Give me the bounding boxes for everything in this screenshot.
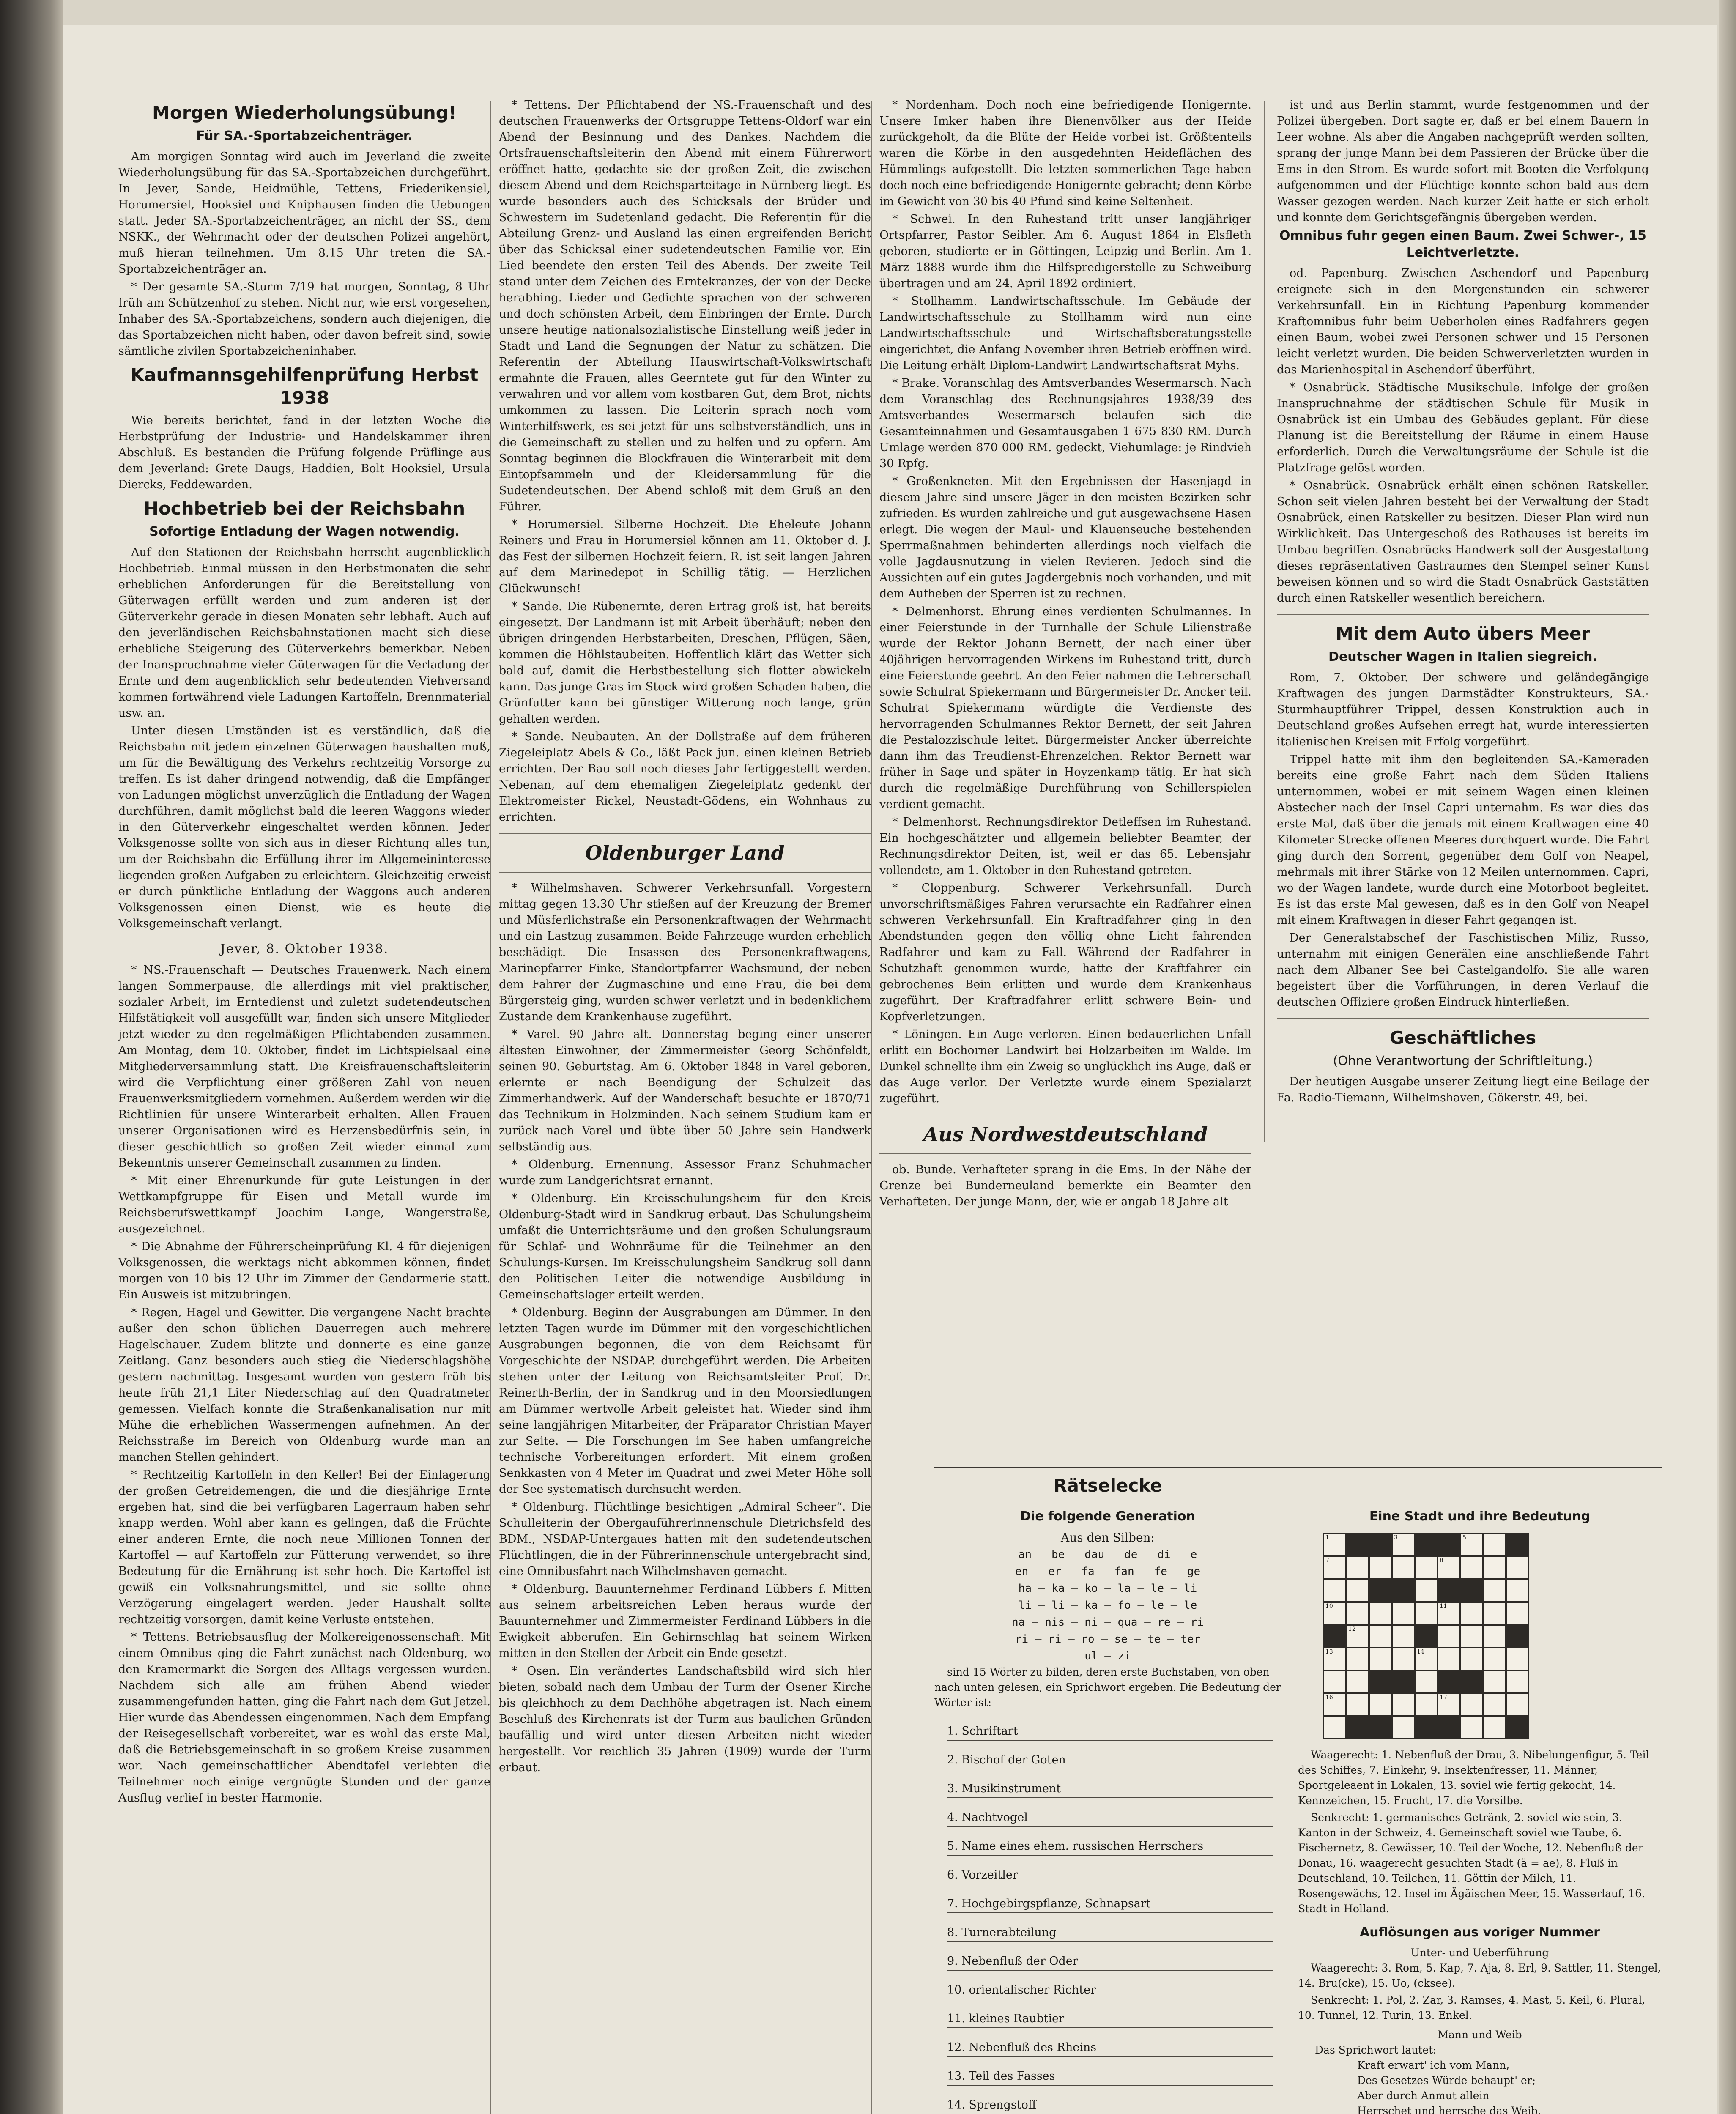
crossword-cell[interactable] [1460,1648,1483,1670]
crossword-cell[interactable] [1346,1579,1369,1602]
crossword-cell[interactable] [1369,1693,1392,1716]
crossword-cell[interactable] [1415,1556,1438,1579]
crossword-cell[interactable] [1392,1648,1415,1670]
crossword-block [1415,1533,1438,1556]
article-text: * Cloppenburg. Schwerer Verkehrsunfall. Durch unvorschriftsmäßiges Fahren verursachte ein Radfahrer einen schweren Verkehrsunfall. Ein Kraftradfahrer ging in den Abendstunden gegen den völlig ohne Licht fahrenden Radfahrer und kam zu Fall. Während der Radfahrer in Schutzhaft genommen wurde, hatte der Kraftfahrer ein gebrochenes Bein erlitten und wurde dem Krankenhaus zugeführt. Der Kraftradfahrer erlitt schwere Bein- und Kopfverletzungen. [879,882,1251,1023]
crossword-block [1369,1579,1392,1602]
article-text: Trippel hatte mit ihm den begleitenden SA.-Kameraden bereits eine große Fahrt nach dem Süden Italiens unternommen, wobei er mit seinem Wagen einen kleinen Abstecher nach der Insel Capri unternahm. Es war dies das erste Mal, daß über die jemals mit einem Kraftwagen eine 40 Kilometer Strecke offenen Meeres durchquert wurde. Die Fahrt ging durch den Sorrent, gegenüber dem Golf von Neapel, mehrmals mit ihrer Stärke von 12 Meilen unternommen. Capri, wo der Wagen landete, wurde durch eine Motorboot begleitet. Es ist das erste Mal gewesen, daß es in den Golf von Neapel mit einem Kraftwagen in dieser Fahrt gegangen ist. [1277,753,1649,927]
subhead: Sofortige Entladung der Wagen notwendig. [149,524,460,539]
proverb-line: Kraft erwart' ich vom Mann, [1357,2059,1510,2071]
article-text: * Nordenham. Doch noch eine befriedigende Honigernte. Unsere Imker haben ihre Bienenvölker aus der Heide zurückgeholt, da die Blüte der Heide vorbei ist. Größtenteils waren die Körbe in den ausgedehnten Heideflächen des Hümmlings aufgestellt. Die letzten sommerlichen Tage haben doch noch eine befriedigende Honigernte gebracht; denn Körbe im Gewicht von 30 bis 40 Pfund sind keine Seltenheit. [879,99,1251,208]
article-text: Unter diesen Umständen ist es verständlich, daß die Reichsbahn mit jedem einzelnen Güterwagen haushalten muß, um für die Bewältigung des Verkehrs rechtzeitig Vorsorge zu treffen. Es ist daher dringend notwendig, daß die Empfänger von Ladungen möglichst unverzüglich die Entladung der Wagen durchführen, damit möglichst bald die leeren Waggons wieder in den Güterverkehr eingeschaltet werden können. Jeder Volksgenosse sollte von sich aus in dieser Richtung alles tun, um der Reichsbahn die Erfüllung ihrer im Allgemeininteresse liegenden großen Aufgaben zu erleichtern. Gleichzeitig erweist er durch pünktliche Entladung der Waggons auch anderen Volksgenossen einen Dienst, wie es heute die Volksgemeinschaft verlangt. [118,724,490,930]
article-text: * Brake. Voranschlag des Amtsverbandes Wesermarsch. Nach dem Voranschlag des Rechnungsjahres 1938/39 des Amtsverbandes Wesermarsch belaufen sich die Gesamteinnahmen und Gesamtausgaben 1 675 830 RM. Durch Umlage werden 870 000 RM. gedeckt, Viehumlage: je Rindvieh 30 Rpfg. [879,377,1251,470]
article-text: ist und aus Berlin stammt, wurde festgenommen und der Polizei übergeben. Dort sagte er, daß er bei einem Bauern in Leer wohne. Als aber die Angaben nachgeprüft werden sollten, sprang der junge Mann bei dem Passieren der Brücke über die Ems in den Strom. Es wurde sofort mit Booten die Verfolgung aufgenommen und der Flüchtige konnte schon bald aus dem Wasser gezogen werden. Nach kurzer Zeit hatte er sich erholt und konnte dem Gerichtsgefängnis übergeben werden. [1277,99,1649,224]
crossword-cell[interactable] [1392,1693,1415,1716]
subhead: Für SA.-Sportabzeichenträger. [196,129,413,143]
section-heading-oldenburger-land: Oldenburger Land [585,841,785,864]
article-text: * Osnabrück. Städtische Musikschule. Infolge der großen Inanspruchnahme der städtischen Schule für Musik in Osnabrück ist ein Umbau des Gebäudes geplant. Für diese Planung ist die Bereitstellung der Räume in einem Hause erforderlich. Durch die Verwaltungsräume der Schule ist die Platzfrage gelöst worden. [1277,381,1649,474]
crossword-block [1438,1579,1460,1602]
crossword-cell[interactable] [1346,1625,1369,1648]
section-divider [1277,1018,1649,1019]
crossword-cell[interactable] [1369,1648,1392,1670]
puzzle-title: Rätselecke [1053,1475,1162,1496]
clue-label: 2. Bischof der Goten [947,1753,1066,1766]
syllable-list [934,1546,1281,1665]
crossword-block [1346,1716,1369,1739]
crossword-block [1460,1670,1483,1693]
answer-line[interactable] [947,1942,1273,1971]
cell-number: 14 [1417,1648,1424,1655]
crossword-cell[interactable] [1415,1693,1438,1716]
section-divider [879,1153,1251,1154]
crossword-cell[interactable] [1460,1602,1483,1625]
headline-reichsbahn: Hochbetrieb bei der Reichsbahn [143,498,465,519]
crossword-cell[interactable] [1483,1693,1506,1716]
cell-number: 1 [1325,1534,1329,1541]
answer-line[interactable] [947,1769,1273,1798]
article-text: od. Papenburg. Zwischen Aschendorf und Papenburg ereignete sich in den Morgenstunden ein schwerer Verkehrsunfall. Ein in Richtung Papenburg kommender Kraftomnibus fuhr beim Ueberholen eines Radfahrers gegen einen Baum, wobei zwei Personen schwer und 15 Personen leicht verletzt wurden. Die beiden Schwerverletzten wurden in das Marienhospital in Aschendorf überführt. [1277,267,1649,376]
crossword-block [1346,1533,1369,1556]
crossword-cell[interactable] [1415,1670,1438,1693]
column-4 [1277,97,1649,1442]
article-text: * NS.-Frauenschaft — Deutsches Frauenwerk. Nach einem langen Sommerpause, die allerdings mit viel praktischer, sozialer Arbeit, im Erntedienst und zuletzt sudetendeutschen Hilfstätigkeit voll ausgefüllt war, finden sich unsere Mitglieder jetzt wieder zu den regelmäßigen Pflichtabenden zusammen. Am Montag, dem 10. Oktober, findet im Lichtspielsaal eine Mitgliederversammlung statt. Die Kreisfrauenschaftsleiterin wird die Verpflichtung einer größeren Zahl von neuen Frauenwerksmitgliedern vornehmen. Außerdem werden wir die Richtlinien für unsere Winterarbeit erhalten. Allen Frauen unserer Organisationen wird es Herzensbedürfnis sein, in dieser geschichtlich so großen Zeit wieder einmal zum Bekenntnis unserer Gemeinschaft zusammen zu finden. [118,964,490,1169]
crossword-cell[interactable] [1460,1533,1483,1556]
subhead: (Ohne Verantwortung der Schriftleitung.) [1333,1054,1593,1068]
section-heading-nordwestdeutschland: Aus Nordwestdeutschland [923,1123,1208,1146]
article-text: Auf den Stationen der Reichsbahn herrscht augenblicklich Hochbetrieb. Einmal müssen in den Herbstmonaten die sehr erheblichen Anforderungen für die Bereitstellung von Güterwagen erfüllt werden und zum anderen ist der Güterverkehr gerade in diesen Monaten sehr lebhaft. Auch auf den jeverländischen Reichsbahnstationen macht sich diese erhebliche Steigerung des Güterverkehrs bemerkbar. Neben der Inanspruchnahme vieler Güterwagen für die Verladung der Ernte und dem augenblicklich sehr bedeutenden Viehversand kommen fortwährend viele Ladungen Kartoffeln, Brennmaterial usw. an. [118,546,490,720]
article-text: * Großenkneten. Mit den Ergebnissen der Hasenjagd in diesem Jahre sind unsere Jäger in den meisten Bezirken sehr zufrieden. Es wurden zahlreiche und gut ausgewachsene Hasen erlegt. Die wegen der Maul- und Klauenseuche bestehenden Sperrmaßnahmen behinderten allerdings noch vielfach die volle Jagdausnutzung in vielen Revieren. Jedoch sind die Aussichten auf ein gutes Jagdergebnis noch vorhanden, und mit dem Aufheben der Sperren ist zu rechnen. [879,475,1251,600]
cell-number: 11 [1440,1603,1447,1610]
article-text: * Varel. 90 Jahre alt. Donnerstag beging einer unserer ältesten Einwohner, der Zimmermeister Georg Schönfeldt, seinen 90. Geburtstag. Am 6. Oktober 1848 in Varel geboren, erlernte er nach Beendigung der Schulzeit das Zimmerhandwerk. Auf der Wanderschaft besuchte er 1870/71 das Technikum in Holzminden. Nach seinem Studium kam er zurück nach Varel und übte über 50 Jahre sein Handwerk selbständig aus. [499,1028,871,1153]
crossword-cell[interactable] [1369,1625,1392,1648]
crossword-cell[interactable] [1438,1556,1460,1579]
column-rule [1264,101,1265,1142]
clue-label: 6. Vorzeitler [947,1868,1018,1881]
clue-label: 1. Schriftart [947,1725,1018,1738]
cell-number: 3 [1394,1534,1398,1541]
article-text: * Tettens. Der Pflichtabend der NS.-Frauenschaft und des deutschen Frauenwerks der Ortsgruppe Tettens-Oldorf war ein Abend der Besinnung und des Dankes. Nachdem die Ortsfrauenschaftsleiterin den Abend mit einem Führerwort eröffnet hatte, gedachte sie der großen Zeit, die zwischen diesem Abend und dem Reichsparteitage in Nürnberg liegt. Es wurde besonders auch des Schicksals der Brüder und Schwestern im Sudetenland gedacht. Die Referentin für die Abteilung Grenz- und Ausland las einen ergreifenden Bericht über das Schicksal einer sudetendeutschen Familie vor. Ein Lied beendete den ersten Teil des Abends. Der zweite Teil stand unter dem Zeichen des Erntekranzes, der von der Decke herabhing. Lieder und Gedichte sprachen von der schweren und doch schönsten Arbeit, dem Einbringen der Ernte. Durch unsere heutige nationalsozialistische Einstellung weiß jeder in Stadt und Land die Segnungen der Natur zu schätzen. Die Referentin der Abteilung Hauswirtschaft-Volkswirtschaft ermahnte die Frauen, alles Geerntete gut für den Winter zu verwahren und vor allem vom kostbaren Gut, dem Brot, nichts umkommen zu lassen. Die Leiterin sprach noch vom Winterhilfswerk, es sei jetzt für uns selbstverständlich, uns in die Gemeinschaft zu stellen und zu helfen und zu opfern. Am Sonntag beginnen die Blockfrauen die Winterarbeit mit dem Eintopfsammeln und der Kleidersammlung für die Sudetendeutschen. Der Abend schloß mit dem Gruß an den Führer. [499,99,871,513]
crossword-cell[interactable] [1483,1602,1506,1625]
crossword-block [1415,1625,1438,1648]
crossword-cell[interactable] [1483,1648,1506,1670]
proverb-subtitle: Das Sprichwort lautet: [1315,2044,1437,2056]
crossword-cell[interactable] [1460,1716,1483,1739]
syllable-row: ha — ka — ko — la — le — li [1018,1582,1197,1595]
answer-line[interactable] [947,2028,1273,2057]
clue-label: 13. Teil des Fasses [947,2070,1055,2083]
clue-label: 14. Sprengstoff [947,2098,1037,2111]
crossword-cell[interactable] [1323,1716,1346,1739]
answer-line[interactable] [947,1884,1273,1913]
crossword-block [1369,1670,1392,1693]
section-divider [499,872,871,873]
answer-line[interactable] [947,1856,1273,1884]
dateline: Jever, 8. Oktober 1938. [220,942,389,956]
clue-label: 4. Nachtvogel [947,1811,1028,1824]
crossword-cell[interactable] [1392,1602,1415,1625]
cell-number: 13 [1325,1648,1333,1655]
crossword-cell[interactable] [1506,1579,1529,1602]
crossword-cell[interactable] [1392,1716,1415,1739]
article-text: * Delmenhorst. Ehrung eines verdienten Schulmannes. In einer Feierstunde in der Turnhalle der Schule Lilienstraße wurde der Rektor Johann Bernett, der nach einer über 40jährigen hervorragenden Wirkens im Ruhestand tritt, durch eine Feierstunde geehrt. An den Feier nahmen die Lehrerschaft sowie Schulrat Spiekermann und Bürgermeister Dr. Ancker teil. Schulrat Spiekermann würdigte die Verdienste des hervorragenden Schulmannes Rektor Bernett, der seit Jahren die Pestalozzischule leitet. Bürgermeister Ancker überreichte dann ihm das Treudienst-Ehrenzeichen. Rektor Bernett war früher in Sage und später in Hoyzenkamp tätig. Er hat sich durch die regelmäßige Durchführung von Schillerspielen verdient gemacht. [879,605,1251,811]
solutions-subtitle: Unter- und Ueberführung [1410,1947,1549,1959]
puzzle-instruction: Aus den Silben: [1060,1531,1155,1544]
syllable-row: na — nis — ni — qua — re — ri [1012,1616,1204,1629]
clue-label: 7. Hochgebirgspflanze, Schnapsart [947,1897,1151,1910]
cell-number: 17 [1440,1694,1447,1701]
answer-line[interactable] [947,1712,1273,1741]
crossword-cell[interactable] [1483,1716,1506,1739]
crossword-cell[interactable] [1323,1670,1346,1693]
article-text: * Oldenburg. Ernennung. Assessor Franz Schuhmacher wurde zum Landgerichtsrat ernannt. [499,1158,871,1187]
crossword-cell[interactable] [1323,1602,1346,1625]
crossword-cell[interactable] [1506,1602,1529,1625]
crossword-cell[interactable] [1323,1533,1346,1556]
crossword-cell[interactable] [1323,1556,1346,1579]
answer-line[interactable] [947,1999,1273,2028]
syllable-row: en — er — fa — fan — fe — ge [1015,1565,1201,1578]
crossword-cell[interactable] [1415,1648,1438,1670]
crossword-cell[interactable] [1346,1648,1369,1670]
cell-number: 16 [1325,1694,1333,1701]
syllable-row: an — be — dau — de — di — e [1018,1548,1197,1561]
answer-line[interactable] [947,1741,1273,1769]
page-edge [1719,0,1736,2114]
crossword [1298,1506,1662,2114]
answer-line[interactable] [947,1798,1273,1827]
puzzle-instruction: sind 15 Wörter zu bilden, deren erste Buchstaben, von oben nach unten gelesen, ein Sprichwort ergeben. Die Bedeutung der Wörter ist: [934,1666,1281,1709]
article-text: Der Generalstabschef der Faschistischen Miliz, Russo, unternahm mit einigen Generälen eine anschließende Fahrt nach dem Albaner See bei Castelgandolfo. Sie alle waren begeistert über die Vorführungen, in deren Verlauf die deutschen Offiziere großen Eindruck hinterließen. [1277,931,1649,1009]
clue-label: 10. orientalischer Richter [947,1983,1096,1996]
crossword-block [1506,1625,1529,1648]
clue-label: 12. Nebenfluß des Rheins [947,2041,1097,2054]
article-text: Rom, 7. Oktober. Der schwere und geländegängige Kraftwagen des jungen Darmstädter Konstrukteurs, SA.-Sturmhauptführer Trippel, dessen Konstruktion auch in Deutschland großes Aufsehen erregt hat, wurde interessierten italienischen Kreisen mit Erfolg vorgeführt. [1277,671,1649,748]
article-text: * Sande. Die Rübenernte, deren Ertrag groß ist, hat bereits eingesetzt. Der Landmann ist mit Arbeit überhäuft; neben den übrigen dringenden Herbstarbeiten, Dreschen, Pflügen, Säen, kommen die Höhlstaubeiten. Hoffentlich klärt das Wetter sich bald auf, damit die Herbstbestellung sich flotter abwickeln kann. Das junge Gras im Stock wird großen Schaden haben, die Grünfutter kann bei günstiger Witterung noch lange, grün gehalten werden. [499,600,871,726]
column-2 [499,97,871,2114]
cell-number: 5 [1462,1534,1466,1541]
crossword-block [1438,1670,1460,1693]
proverb-lines [1357,2058,1662,2114]
crossword-cell[interactable] [1392,1556,1415,1579]
solution-down: Senkrecht: 1. Pol, 2. Zar, 3. Ramses, 4. Mast, 5. Keil, 6. Plural, 10. Tunnel, 12. Turin, 13. Enkel. [1298,1994,1646,2021]
article-text: * Oldenburg. Flüchtlinge besichtigen „Admiral Scheer“. Die Schulleiterin der Obergauführerinnenschule Dietrichsfeld des BDM., NSDAP-Untergaues hatten mit den sudetendeutschen Flüchtlingen, die in der Führerinnenschule untergebracht sind, eine Omnibusfahrt nach Wilhelmshaven gemacht. [499,1501,871,1578]
crossword-cell[interactable] [1392,1533,1415,1556]
crossword-cell[interactable] [1483,1533,1506,1556]
section-divider [499,833,871,834]
crossword-block [1506,1716,1529,1739]
clue-label: 8. Turnerabteilung [947,1926,1057,1939]
crossword-block [1392,1670,1415,1693]
crossword-cell[interactable] [1369,1602,1392,1625]
column-1 [118,97,490,2114]
answer-line[interactable] [947,1971,1273,1999]
article-text: * Horumersiel. Silberne Hochzeit. Die Eheleute Johann Reiners und Frau in Horumersiel können am 11. Oktober d. J. das Fest der silbernen Hochzeit feiern. R. ist seit langen Jahren auf dem Marinedepot in Schillig tätig. — Herzlichen Glückwunsch! [499,518,871,595]
crossword-cell[interactable] [1415,1579,1438,1602]
column-rule [871,101,872,2114]
crossword-clues-down: Senkrecht: 1. germanisches Getränk, 2. soviel wie sein, 3. Kanton in der Schweiz, 4. Gemeinschaft soviel wie Taube, 6. Fischernetz, 8. Gewässer, 10. Teil der Woche, 12. Nebenfluß der Donau, 16. waagerecht gesuchten Stadt (ä = ae), 8. Fluß in Deutschland, 10. Teilchen, 11. Göttin der Milch, 11. Rosengewächs, 12. Insel im Ägäischen Meer, 15. Wasserlauf, 16. Stadt in Holland. [1298,1811,1645,1915]
crossword-cell[interactable] [1346,1602,1369,1625]
cell-number: 8 [1440,1557,1443,1564]
crossword-cell[interactable] [1438,1648,1460,1670]
clue-label: 11. kleines Raubtier [947,2012,1065,2025]
syllable-puzzle [934,1506,1281,2114]
answer-line[interactable] [947,1827,1273,1856]
crossword-block [1415,1716,1438,1739]
crossword-cell[interactable] [1438,1625,1460,1648]
article-text: * Oldenburg. Ein Kreisschulungsheim für den Kreis Oldenburg-Stadt wird in Sandkrug erbaut. Das Schulungsheim umfaßt die Unterrichtsräume und den großen Schulungsraum für Schlaf- und Wohnräume für die Teilnehmer an den Schulungs-Kursen. Im Kreisschulungsheim Sandkrug soll dann den Politischen Leiter die notwendige Ausbildung in Gemeinschaftslager erteilt werden. [499,1192,871,1301]
answer-line[interactable] [947,1913,1273,1942]
column-3 [879,97,1251,1442]
article-text: * Der gesamte SA.-Sturm 7/19 hat morgen, Sonntag, 8 Uhr früh am Schützenhof zu stehen. Nicht nur, wie erst vorgesehen, Inhaber des SA.-Sportabzeichens, sondern auch diejenigen, die das Sportabzeichen nicht haben, oder davon befreit sind, sowie sämtliche zivilen Sportabzeicheninhaber. [118,280,490,358]
crossword-cell[interactable] [1506,1670,1529,1693]
clue-label: 9. Nebenfluß der Oder [947,1955,1078,1968]
crossword-cell[interactable] [1346,1670,1369,1693]
article-text: * Oldenburg. Bauunternehmer Ferdinand Lübbers f. Mitten aus seinem arbeitsreichen Leben heraus wurde der Bauunternehmer und Zimmermeister Ferdinand Lübbers in die Ewigkeit abberufen. Ein Gehirnschlag hat seinem Wirken mitten in den Stellen der Arbeit ein Ende gesetzt. [499,1583,871,1660]
proverb-line: Herrschet und herrsche das Weib. [1357,2105,1541,2114]
crossword-cell[interactable] [1483,1579,1506,1602]
answer-line[interactable] [947,2086,1273,2114]
cell-number: 7 [1325,1557,1329,1564]
article-text: * Rechtzeitig Kartoffeln in den Keller! Bei der Einlagerung der großen Getreidemengen, die und die diesjährige Ernte ergeben hat, sind die bei verfügbaren Lagerraum haben sehr knapp werden. Wohl aber kann es gelingen, daß die Früchte einer anderen Ernte, die noch neue Millionen Tonnen der Kartoffel — auf Kartoffeln zur Fütterung verwendet, so ihre Bedeutung für die Ernährung ist sehr hoch. Die Kartoffel ist gewiß ein Volksnahrungsmittel, und sie sollte ohne Verzögerung eingelagert werden. Jeder Haushalt sollte rechtzeitig vorsorgen, damit keine Verluste entstehen. [118,1468,490,1626]
article-text: Wie bereits berichtet, fand in der letzten Woche die Herbstprüfung der Industrie- und Handelskammer ihren Abschluß. Es bestanden die Prüfung folgende Prüflinge aus dem Jeverland: Grete Daugs, Haddien, Bolt Hooksiel, Ursula Diercks, Feddewarden. [118,414,490,491]
article-text: * Delmenhorst. Rechnungsdirektor Detleffsen im Ruhestand. Ein hochgeschätzter und allgemein beliebter Beamter, der Rechnungsdirektor Deiten, ist, weil er das 65. Lebensjahr vollendete, am 1. Oktober in den Ruhestand getreten. [879,816,1251,877]
article-text: * Sande. Neubauten. An der Dollstraße auf dem früheren Ziegeleiplatz Abels & Co., läßt Pack jun. einen kleinen Betrieb errichten. Der Bau soll noch dieses Jahr fertiggestellt werden. Nebenan, auf dem ehemaligen Ziegeleiplatz gedenkt der Elektromeister Rickel, Neustadt-Gödens, ein Wohnhaus zu errichten. [499,730,871,824]
crossword-block [1460,1579,1483,1602]
article-text: * Regen, Hagel und Gewitter. Die vergangene Nacht brachte außer den schon üblichen Dauerregen auch mehrere Hagelschauer. Zudem blitzte und donnerte es eine ganze Zeitlang. Ganz besonders auch stieg die Niederschlagshöhe gestern nachmittag. Insgesamt wurden von gestern früh bis heute früh 21,1 Liter Niederschlag auf den Quadratmeter gemessen. Vielfach konnte die Straßenkanalisation nur mit Mühe die erheblichen Wassermengen aufnehmen. An der Reichsstraße im Bereich von Oldenburg wurde man an manchen Stellen gehindert. [118,1306,490,1464]
crossword-cell[interactable] [1483,1670,1506,1693]
clue-label: 5. Name eines ehem. russischen Herrschers [947,1840,1204,1853]
crossword-cell[interactable] [1323,1579,1346,1602]
crossword-cell[interactable] [1323,1648,1346,1670]
crossword-block [1506,1533,1529,1556]
crossword-grid [1323,1533,1529,1739]
crossword-block [1438,1716,1460,1739]
article-text: * Oldenburg. Beginn der Ausgrabungen am Dümmer. In den letzten Tagen wurde im Dümmer mit den vorgeschichtlichen Ausgrabungen begonnen, die von dem Reichsamt für Vorgeschichte der NSDAP. durchgeführt werden. Die Arbeiten stehen unter der Leitung von Reichsamtsleiter Prof. Dr. Reinerth-Berlin, der in Sandkrug und in den Moorsiedlungen am Dümmer wertvolle Arbeit geleistet hat. Wieder sind ihm seine langjährigen Mitarbeiter, der Präparator Christian Mayer zur Seite. — Die Forschungen im See haben umfangreiche technische Vorbereitungen erfordert. Mit einem großen Senkkasten von 4 Meter im Quadrat und zwei Meter Höhe soll der See systematisch durchsucht werden. [499,1306,871,1496]
crossword-cell[interactable] [1438,1693,1460,1716]
crossword-clues-across: Waagerecht: 1. Nebenfluß der Drau, 3. Nibelungenfigur, 5. Teil des Schiffes, 7. Einkehr, 9. Insektenfresser, 11. Männer, Sportgeleaent in Lokalen, 13. soviel wie fertig gekocht, 14. Kennzeichen, 15. Frucht, 17. die Vorsilbe. [1298,1749,1649,1807]
crossword-title: Eine Stadt und ihre Bedeutung [1369,1509,1591,1524]
crossword-cell[interactable] [1438,1602,1460,1625]
headline-wiederholungsuebung: Morgen Wiederholungsübung! [152,102,457,123]
crossword-cell[interactable] [1460,1625,1483,1648]
article-text: * Tettens. Betriebsausflug der Molkereigenossenschaft. Mit einem Omnibus ging die Fahrt zunächst nach Oldenburg, wo den Kramermarkt die Sorgen des Alltags vergessen wurden. Nachdem sich alle am frühen Abend wieder zusammengefunden hatten, ging die Fahrt nach dem Gut Jetzel. Hier wurde das Abendessen eingenommen. Nach dem Empfang der Reisegesellschaft vorbereitet, war es wohl das erste Mal, daß die Betriebsgemeinschaft in so großem Kreise zusammen war. Nach gemeinschaftlicher Abendtafel verlebten die Teilnehmer noch einige vergnügte Stunden und der ganze Ausflug verlief in bester Harmonie. [118,1631,490,1805]
article-text: * Mit einer Ehrenurkunde für gute Leistungen in der Wettkampfgruppe für Eisen und Metall wurde im Reichsberufswettkampf Joachim Lange, Wangerstraße, ausgezeichnet. [118,1174,490,1235]
headline-auto-meer: Mit dem Auto übers Meer [1335,623,1591,644]
puzzle-subtitle: Die folgende Generation [1020,1509,1195,1524]
answer-list [934,1712,1281,2114]
syllable-row: li — li — ka — fo — le — le [1018,1599,1197,1612]
article-text: * Osnabrück. Osnabrück erhält einen schönen Ratskeller. Schon seit vielen Jahren besteht bei der Verwaltung der Stadt Osnabrück, einen Ratskeller zu besitzen. Dieser Plan wird nun Wirklichkeit. Das Untergeschoß des Rathauses ist bereits im Umbau begriffen. Osnabrücks Handwerk soll der Ausgestaltung dieses repräsentativen Gastraumes den Stempel seiner Kunst beweisen können und so wird die Stadt Osnabrück Gaststätten durch einen Ratskeller wesentlich bereichern. [1277,479,1649,605]
puzzle-corner [934,1467,1662,2114]
crossword-cell[interactable] [1346,1556,1369,1579]
section-divider [1277,614,1649,615]
crossword-cell[interactable] [1460,1693,1483,1716]
article-text: * Löningen. Ein Auge verloren. Einen bedauerlichen Unfall erlitt ein Bochorner Landwirt bei Holzarbeiten im Walde. Im Dunkel schnellte ihm ein Zweig so unglücklich ins Auge, daß er das Auge verlor. Der Verletzte wurde einem Spezialarzt zugeführt. [879,1028,1251,1105]
proverb-line: Des Gesetzes Würde behaupt' er; [1357,2074,1536,2087]
article-text: * Stollhamm. Landwirtschaftsschule. Im Gebäude der Landwirtschaftsschule zu Stollhamm wird nun eine Landwirtschaftsschule und Wirtschaftsberatungsstelle eingerichtet, die Anfang November ihren Betrieb eröffnen wird. Die Leitung erhält Diplom-Landwirt Landwirtschaftsrat Myhs. [879,295,1251,372]
headline-kaufmannsgehilfen: Kaufmannsgehilfenprüfung Herbst 1938 [130,364,479,408]
crossword-block [1369,1533,1392,1556]
proverb-line: Aber durch Anmut allein [1357,2089,1490,2102]
crossword-cell[interactable] [1506,1693,1529,1716]
crossword-block [1392,1579,1415,1602]
solutions-title: Auflösungen aus voriger Nummer [1360,1925,1600,1940]
clue-label: 3. Musikinstrument [947,1782,1061,1795]
crossword-cell[interactable] [1483,1625,1506,1648]
syllable-row: ul — zi [1084,1650,1131,1662]
headline-geschaeftliches: Geschäftliches [1389,1027,1536,1048]
book-binding [0,0,63,2114]
article-text: * Schwei. In den Ruhestand tritt unser langjähriger Ortspfarrer, Pastor Seibler. Am 6. August 1864 in Elsfleth geboren, studierte er in Göttingen, Leipzig und Berlin. Am 1. März 1888 wurde ihm die Hilfspredigerstelle zu Schweiburg übertragen und am 24. April 1892 ordiniert. [879,213,1251,290]
crossword-cell[interactable] [1369,1556,1392,1579]
syllable-row: ri — ri — ro — se — te — ter [1015,1633,1201,1646]
crossword-cell[interactable] [1415,1602,1438,1625]
crossword-cell[interactable] [1460,1556,1483,1579]
article-text: Am morgigen Sonntag wird auch im Jeverland die zweite Wiederholungsübung für das SA.-Sportabzeichen durchgeführt. In Jever, Sande, Heidmühle, Tettens, Friederikensiel, Horumersiel, Hooksiel und Kniphausen finden die Uebungen statt. Jeder SA.-Sportabzeichenträger, an nicht der SS., dem NSKK., der Wehrmacht oder der deutschen Polizei angehört, muß hieran teilnehmen. Um 8.15 Uhr treten die SA.-Sportabzeichenträger an. [118,150,490,276]
crossword-block [1323,1625,1346,1648]
crossword-cell[interactable] [1392,1625,1415,1648]
column-rule [490,101,491,2114]
crossword-cell[interactable] [1323,1693,1346,1716]
article-text: * Wilhelmshaven. Schwerer Verkehrsunfall. Vorgestern mittag gegen 13.30 Uhr stießen auf der Kreuzung der Bremer und Müsferlichstraße ein Personenkraftwagen der Wehrmacht und ein Lastzug zusammen. Beide Fahrzeuge wurden erheblich beschädigt. Die Insassen des Personenkraftwagens, Marinepfarrer Finke, Standortpfarrer Wachsmund, der neben dem Fahrer der Zugmaschine und eine Frau, die bei dem Bürgersteig ging, wurden schwer verletzt und in bedenklichem Zustande dem Krankenhause zugeführt. [499,882,871,1023]
cell-number: 12 [1348,1626,1356,1632]
crossword-block [1369,1716,1392,1739]
crossword-cell[interactable] [1506,1648,1529,1670]
subhead: Deutscher Wagen in Italien siegreich. [1328,649,1597,664]
crossword-cell[interactable] [1346,1693,1369,1716]
crossword-cell[interactable] [1483,1556,1506,1579]
article-text: ob. Bunde. Verhafteter sprang in die Ems. In der Nähe der Grenze bei Bunderneuland bemerkte ein Beamter den Verhafteten. Der junge Mann, der, wie er angab 18 Jahre alt [879,1163,1251,1208]
cell-number: 10 [1325,1603,1333,1610]
crossword-cell[interactable] [1506,1556,1529,1579]
crossword-block [1438,1533,1460,1556]
answer-line[interactable] [947,2057,1273,2086]
headline-omnibus: Omnibus fuhr gegen einen Baum. Zwei Schwer-, 15 Leichtverletzte. [1279,228,1646,260]
article-text: * Osen. Ein verändertes Landschaftsbild wird sich hier bieten, sobald nach dem Umbau der Turm der Osener Kirche bis gleichhoch zu dem Dachhöhe abgetragen ist. Nach einem Beschluß des Kirchenrats ist der Turm aus baulichen Gründen baufällig und wird unter diesen Arbeiten nicht wieder hergestellt. Vor reichlich 35 Jahren (1909) wurde der Turm erbaut. [499,1665,871,1774]
proverb-title: Mann und Weib [1438,2029,1522,2041]
solution-across: Waagerecht: 3. Rom, 5. Kap, 7. Aja, 8. Erl, 9. Sattler, 11. Stengel, 14. Bru(cke), 15. Uo, (cksee). [1298,1962,1661,1989]
article-text: Der heutigen Ausgabe unserer Zeitung liegt eine Beilage der Fa. Radio-Tiemann, Wilhelmshaven, Gökerstr. 49, bei. [1277,1075,1649,1104]
article-text: * Die Abnahme der Führerscheinprüfung Kl. 4 für diejenigen Volksgenossen, die werktags nicht abkommen können, findet morgen von 10 bis 12 Uhr im Zimmer der Gendarmerie statt. Ein Ausweis ist mitzubringen. [118,1240,490,1301]
